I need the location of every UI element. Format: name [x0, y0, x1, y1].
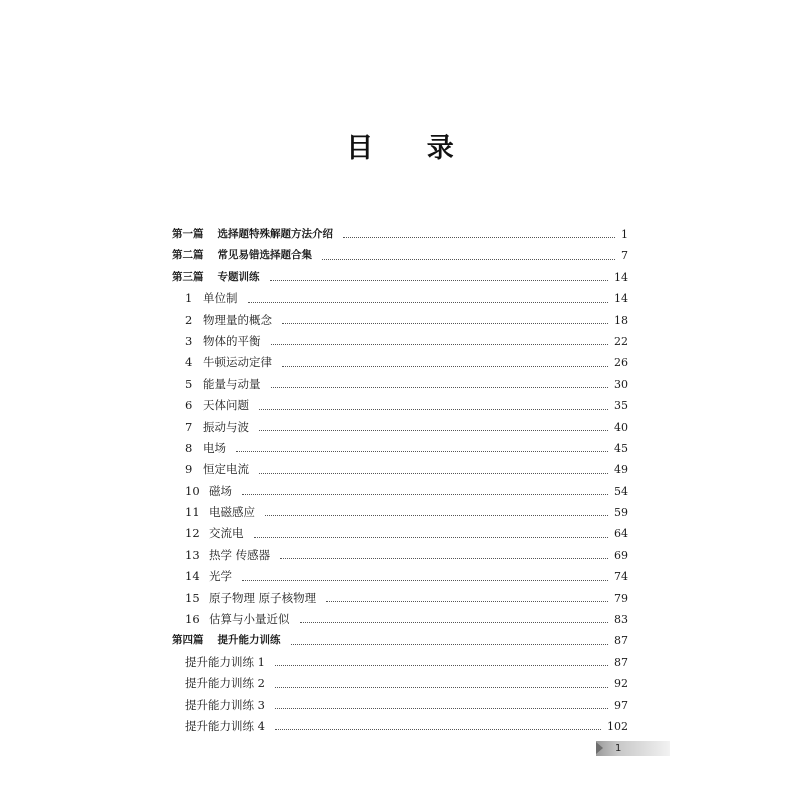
toc-entry-number: 14	[185, 569, 200, 584]
toc-dot-leader	[271, 343, 609, 345]
toc-entry-title: 电磁感应	[209, 505, 255, 520]
toc-entry-title: 物体的平衡	[203, 333, 261, 348]
table-of-contents	[172, 224, 628, 737]
toc-entry-number: 2	[185, 312, 193, 327]
toc-entry-row	[172, 352, 628, 373]
toc-entry-title: 天体问题	[203, 398, 249, 413]
toc-dot-leader	[259, 408, 608, 410]
toc-entry-row	[172, 395, 628, 416]
toc-entry-title: 提升能力训练 2	[185, 676, 265, 691]
toc-part-row	[172, 630, 628, 651]
toc-page-number: 74	[614, 570, 628, 584]
toc-entry-title: 光学	[209, 569, 232, 584]
toc-page-number: 7	[621, 249, 628, 263]
toc-page-number: 97	[614, 698, 628, 712]
toc-page-number: 83	[614, 613, 628, 627]
toc-entry-title: 原子物理 原子核物理	[209, 590, 317, 605]
toc-page-number: 102	[607, 719, 628, 733]
toc-entry-row	[172, 288, 628, 309]
toc-entry-row	[172, 481, 628, 502]
toc-page-number: 87	[614, 634, 628, 648]
toc-entry-row	[172, 588, 628, 609]
toc-page-number: 45	[614, 441, 628, 455]
toc-entry-number: 13	[185, 547, 200, 562]
toc-dot-leader	[259, 472, 608, 474]
toc-page-number: 14	[614, 270, 628, 284]
toc-entry-title: 振动与波	[203, 419, 249, 434]
toc-dot-leader	[271, 386, 609, 388]
toc-page-number: 64	[614, 527, 628, 541]
toc-entry-number: 16	[185, 612, 200, 627]
toc-entry-title: 恒定电流	[203, 462, 249, 477]
toc-entry-number: 第一篇	[172, 227, 204, 240]
toc-page-number: 87	[614, 655, 628, 669]
toc-dot-leader	[275, 686, 608, 688]
toc-page-number: 30	[614, 377, 628, 391]
toc-entry-number: 10	[185, 483, 200, 498]
toc-entry-row	[172, 502, 628, 523]
toc-entry-title: 提升能力训练 1	[185, 654, 265, 669]
footer-arrow-icon	[596, 742, 603, 754]
toc-dot-leader	[322, 258, 615, 260]
toc-page-number: 35	[614, 399, 628, 413]
toc-entry-number: 7	[185, 419, 193, 434]
toc-entry-number: 8	[185, 440, 193, 455]
toc-entry-number: 12	[185, 526, 200, 541]
toc-entry-row	[172, 716, 628, 737]
toc-dot-leader	[254, 536, 609, 538]
toc-entry-title: 提升能力训练 3	[185, 697, 265, 712]
toc-entry-number: 第三篇	[172, 270, 204, 283]
toc-entry-row	[172, 695, 628, 716]
toc-entry-number: 3	[185, 333, 193, 348]
toc-entry-row	[172, 545, 628, 566]
toc-entry-row	[172, 310, 628, 331]
toc-page-number: 69	[614, 548, 628, 562]
toc-entry-title: 估算与小量近似	[209, 612, 290, 627]
toc-entry-title: 牛顿运动定律	[203, 355, 272, 370]
toc-entry-number: 11	[185, 505, 200, 520]
footer-page-tab	[596, 741, 670, 756]
toc-dot-leader	[275, 728, 601, 730]
toc-entry-number: 9	[185, 462, 193, 477]
toc-entry-row	[172, 417, 628, 438]
toc-entry-title: 提升能力训练 4	[185, 718, 265, 733]
toc-dot-leader	[275, 707, 608, 709]
toc-dot-leader	[282, 322, 608, 324]
toc-dot-leader	[242, 579, 608, 581]
toc-entry-title: 热学 传感器	[209, 547, 271, 562]
toc-page-number: 49	[614, 463, 628, 477]
footer-page-number: 1	[615, 743, 622, 754]
toc-dot-leader	[291, 643, 609, 645]
toc-dot-leader	[282, 365, 608, 367]
toc-entry-row	[172, 331, 628, 352]
toc-entry-row	[172, 566, 628, 587]
toc-entry-title: 物理量的概念	[203, 312, 272, 327]
toc-entry-row	[172, 374, 628, 395]
toc-part-row	[172, 245, 628, 266]
toc-entry-row	[172, 523, 628, 544]
toc-page-number: 14	[614, 292, 628, 306]
toc-part-row	[172, 267, 628, 288]
toc-page-number: 26	[614, 356, 628, 370]
toc-dot-leader	[270, 279, 609, 281]
toc-page-number: 92	[614, 677, 628, 691]
toc-page-number: 79	[614, 591, 628, 605]
toc-entry-number: 15	[185, 590, 200, 605]
toc-entry-title: 提升能力训练	[217, 634, 281, 647]
toc-dot-leader	[259, 429, 608, 431]
toc-page-number: 59	[614, 506, 628, 520]
toc-page-number: 22	[614, 334, 628, 348]
toc-page-number: 54	[614, 484, 628, 498]
toc-dot-leader	[300, 621, 609, 623]
toc-entry-title: 能量与动量	[203, 376, 261, 391]
toc-entry-title: 专题训练	[217, 270, 260, 283]
toc-entry-number: 第四篇	[172, 634, 204, 647]
toc-entry-row	[172, 609, 628, 630]
toc-dot-leader	[242, 493, 608, 495]
toc-entry-row	[172, 459, 628, 480]
toc-entry-title: 选择题特殊解题方法介绍	[217, 227, 333, 240]
toc-entry-row	[172, 652, 628, 673]
toc-page-number: 1	[621, 227, 628, 241]
toc-entry-number: 5	[185, 376, 193, 391]
toc-entry-title: 电场	[203, 440, 226, 455]
toc-entry-title: 单位制	[203, 291, 238, 306]
toc-page-number: 18	[614, 313, 628, 327]
toc-entry-number: 第二篇	[172, 249, 204, 262]
toc-dot-leader	[326, 600, 608, 602]
toc-dot-leader	[265, 514, 608, 516]
page-title: 目 录	[346, 133, 476, 164]
toc-dot-leader	[280, 557, 608, 559]
toc-dot-leader	[248, 301, 609, 303]
toc-dot-leader	[236, 450, 608, 452]
toc-dot-leader	[343, 236, 615, 238]
toc-entry-number: 1	[185, 291, 193, 306]
toc-entry-number: 6	[185, 398, 193, 413]
toc-part-row	[172, 224, 628, 245]
toc-entry-title: 磁场	[209, 483, 232, 498]
toc-entry-title: 常见易错选择题合集	[217, 249, 312, 262]
toc-entry-row	[172, 673, 628, 694]
toc-dot-leader	[275, 664, 608, 666]
toc-entry-title: 交流电	[209, 526, 244, 541]
toc-entry-row	[172, 438, 628, 459]
toc-entry-number: 4	[185, 355, 193, 370]
toc-page-number: 40	[614, 420, 628, 434]
